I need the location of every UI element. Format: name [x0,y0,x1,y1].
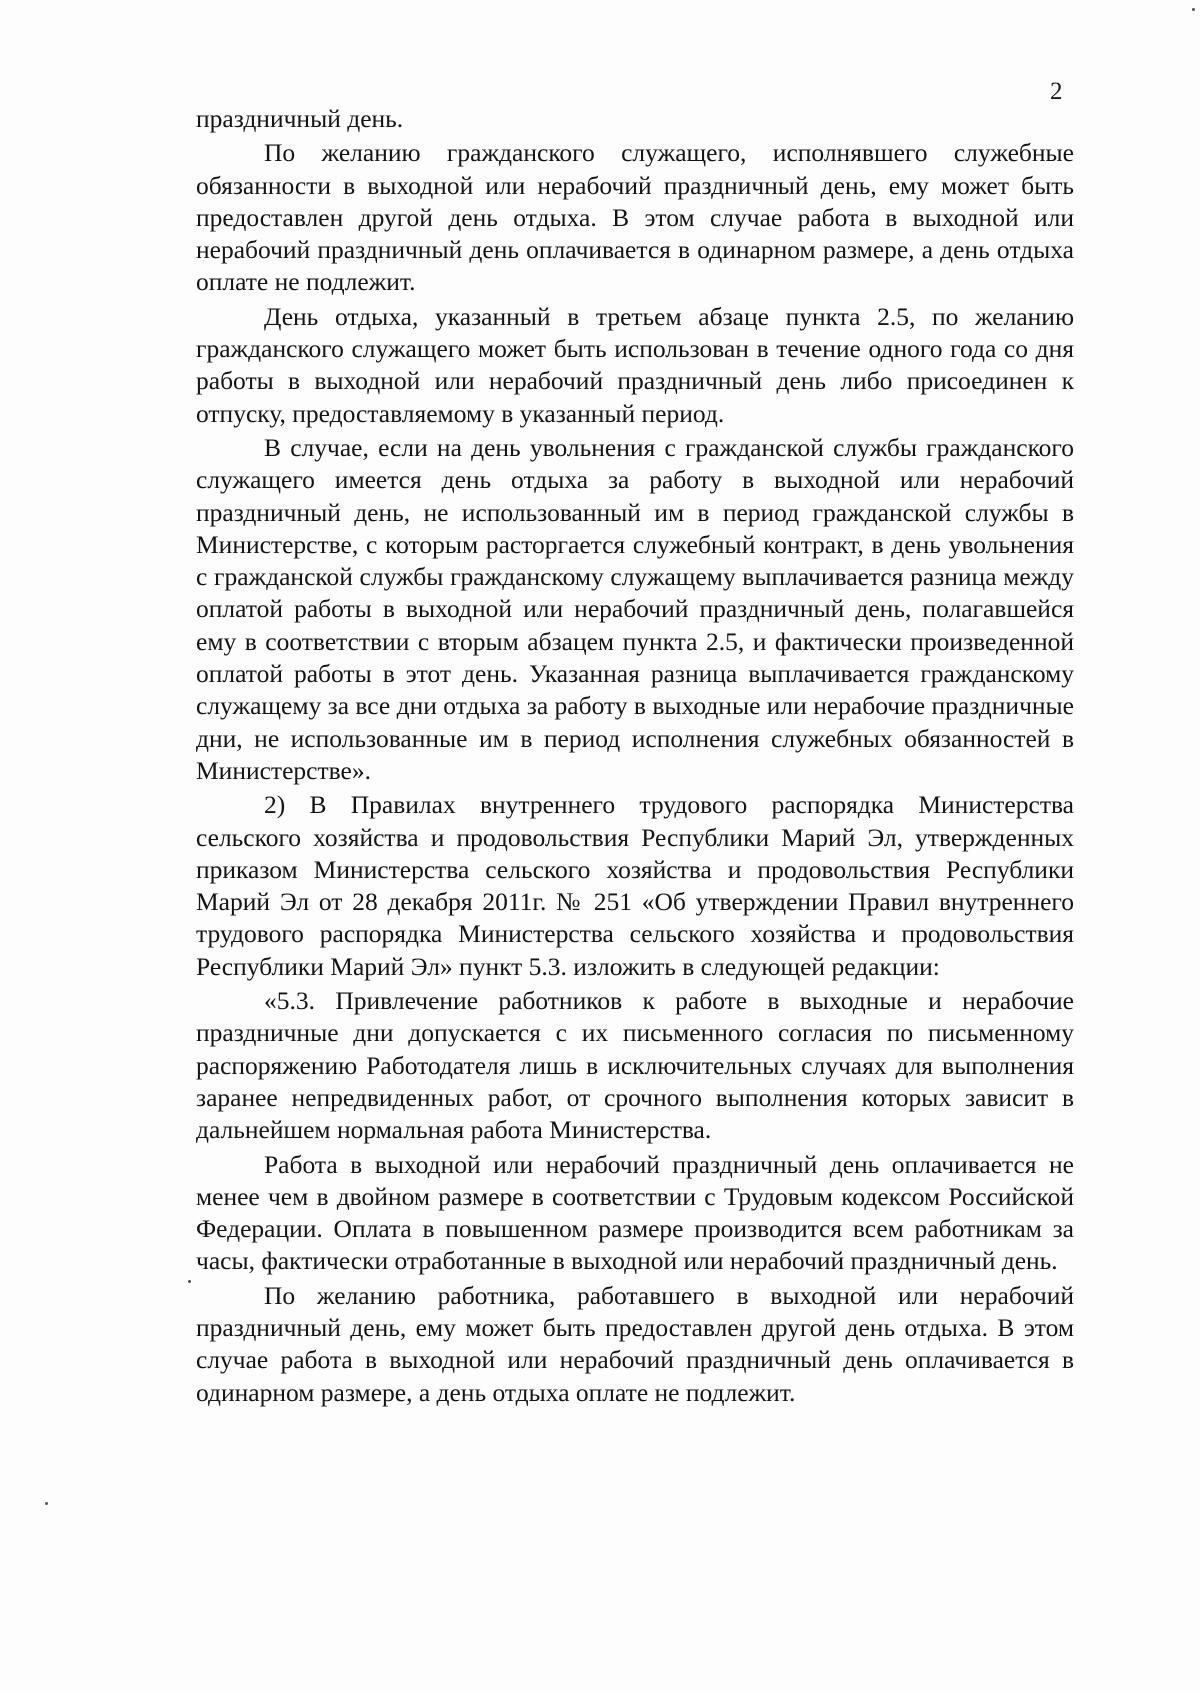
paragraph-continuation: праздничный день. [196,104,404,133]
document-body [196,103,1074,1409]
scan-speck [1192,8,1195,11]
paragraph: День отдыха, указанный в третьем абзаце пункта 2.5, по желанию гражданского служащего может быть использован в течение одного года со дня работы в выходной или нерабочий праздничный день либо присоединен к отпуску, предоставляемому в указанный период. [196,301,1074,428]
paragraph: «5.3. Привлечение работников к работе в выходные и нерабочие праздничные дни допускается с их письменного согласия по письменному распоряжению Работодателя лишь в исключительных случаях для выполнения заранее непредвиденных работ, от срочного выполнения которых зависит в дальнейшем нормальная работа Министерства. [196,986,1074,1145]
paragraph: В случае, если на день увольнения с гражданской службы гражданского служащего имеется день отдыха за работу в выходной или нерабочий праздничный день, не использованный им в период гражданской службы в Министерстве, с которым расторгается служебный контракт, в день увольнения с гражданской службы гражданскому служащему выплачивается разница между оплатой работы в выходной или нерабочий праздничный день, полагавшейся ему в соответствии с вторым абзацем пункта 2.5, и фактически произведенной оплатой работы в этот день. Указанная разница выплачивается гражданскому служащему за все дни отдыха за работу в выходные или нерабочие праздничные дни, не использованные им в период исполнения служебных обязанностей в Министерстве». [196,432,1074,785]
paragraph: 2) В Правилах внутреннего трудового распорядка Министерства сельского хозяйства и продовольствия Республики Марий Эл, утвержденных приказом Министерства сельского хозяйства и продовольствия Республики Марий Эл от 28 декабря 2011г. № 251 «Об утверждении Правил внутреннего трудового распорядка Министерства сельского хозяйства и продовольствия Республики Марий Эл» пункт 5.3. изложить в следующей редакции: [196,790,1074,981]
paragraph: Работа в выходной или нерабочий праздничный день оплачивается не менее чем в двойном размере в соответствии с Трудовым кодексом Российской Федерации. Оплата в повышенном размере производится всем работникам за часы, фактически отработанные в выходной или нерабочий праздничный день. [196,1149,1074,1276]
paragraph: По желанию гражданского служащего, исполнявшего служебные обязанности в выходной или нерабочий праздничный день, ему может быть предоставлен другой день отдыха. В этом случае работа в выходной или нерабочий праздничный день оплачивается в одинарном размере, а день отдыха оплате не подлежит. [196,138,1074,297]
page-number: 2 [1050,78,1063,105]
scan-speck [188,1280,191,1283]
paragraph: По желанию работника, работавшего в выходной или нерабочий праздничный день, ему может быть предоставлен другой день отдыха. В этом случае работа в выходной или нерабочий праздничный день оплачивается в одинарном размере, а день отдыха оплате не подлежит. [196,1280,1074,1407]
scan-speck [45,1502,48,1505]
